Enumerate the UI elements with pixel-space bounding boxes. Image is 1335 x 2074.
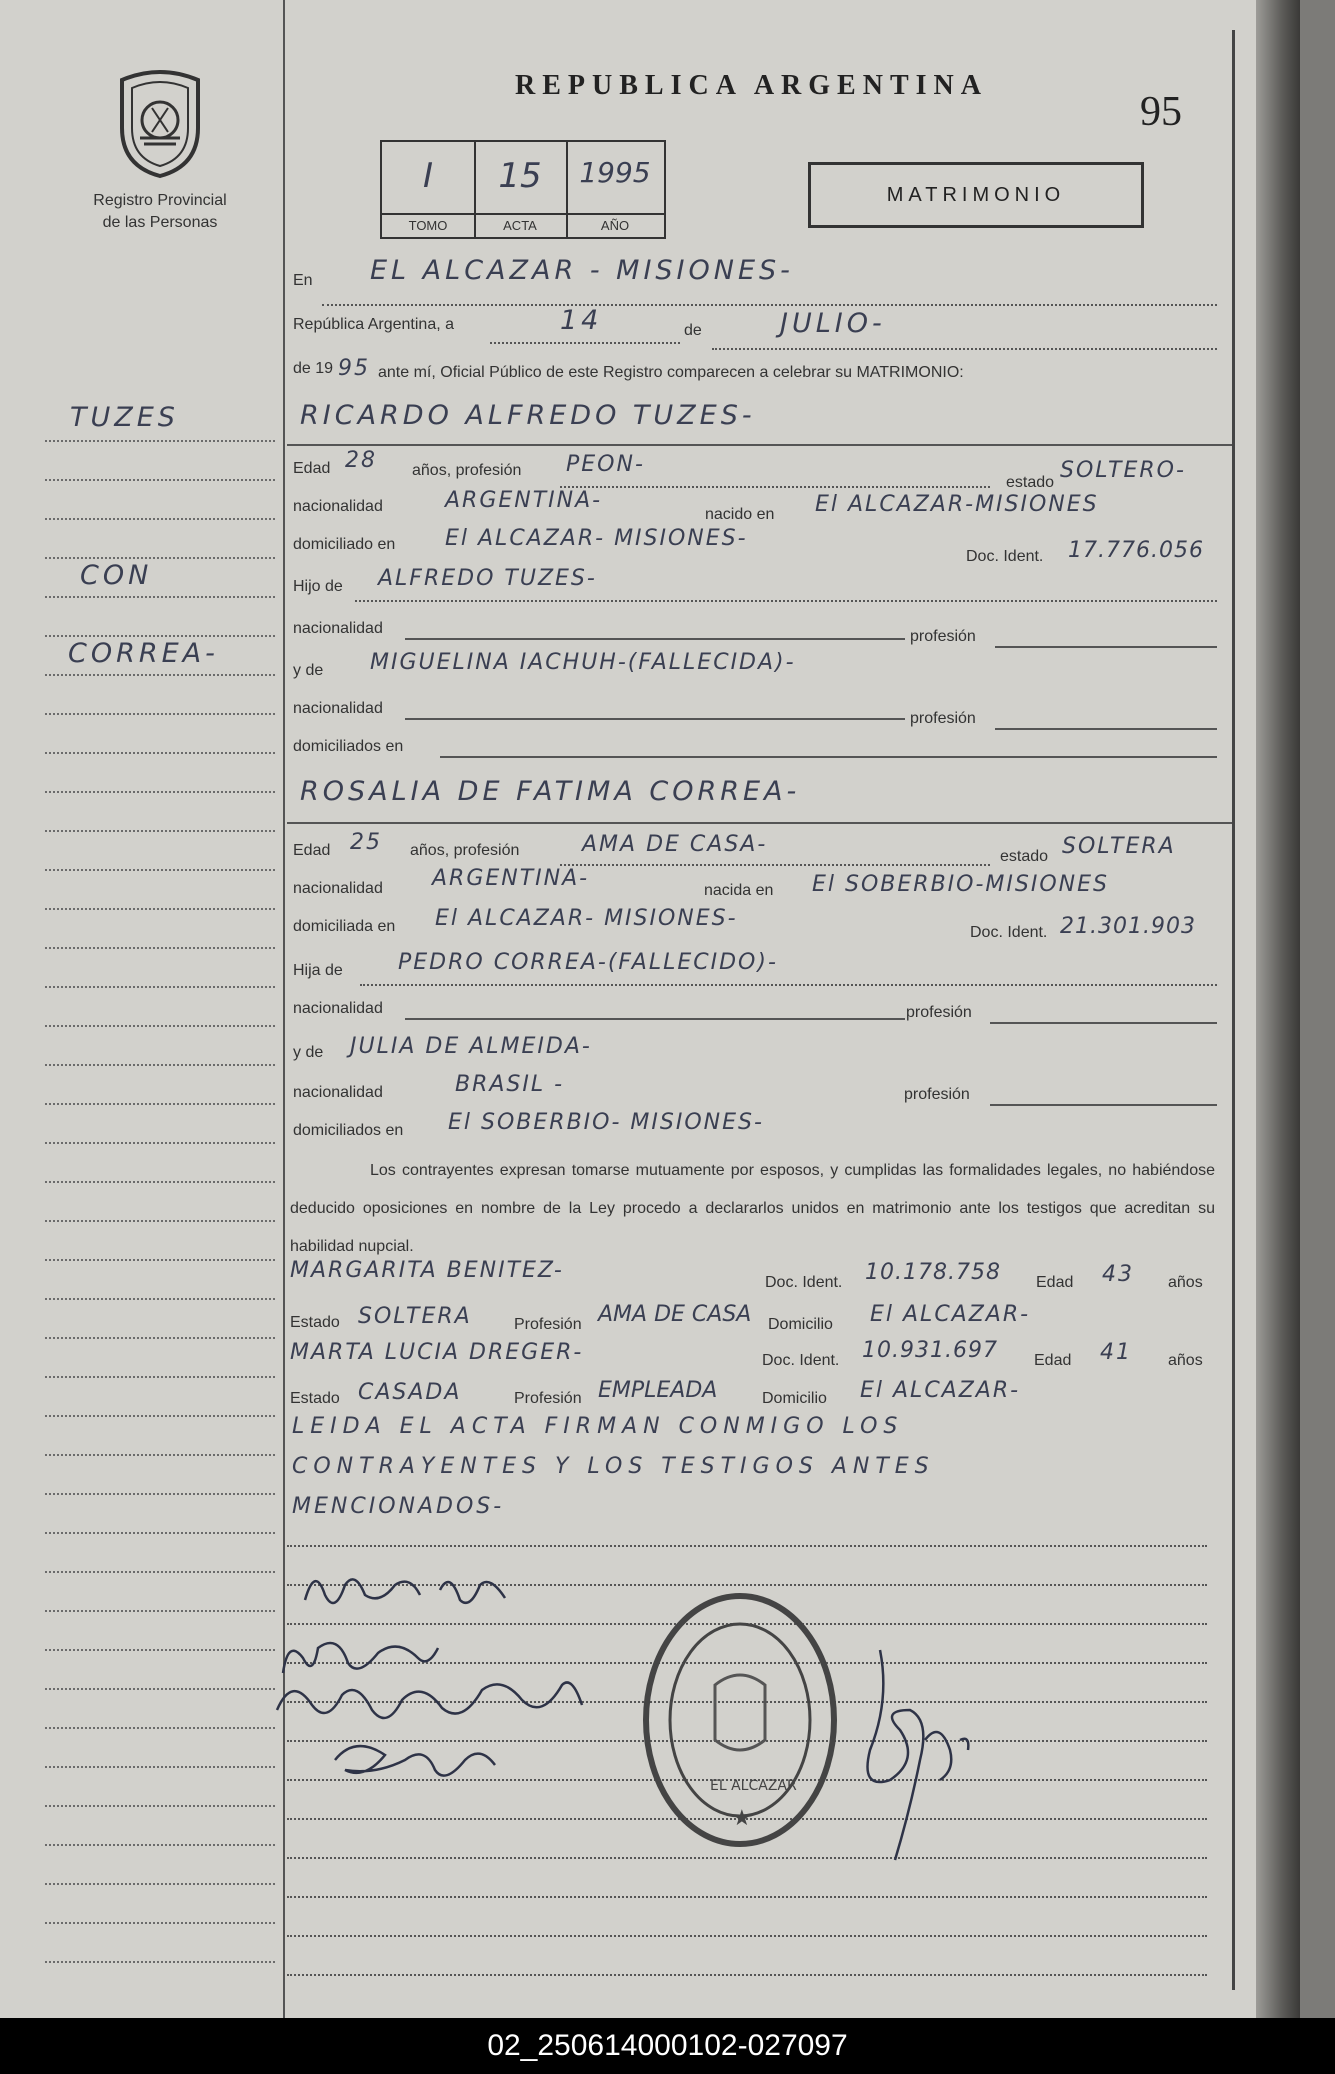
witness2-name: MARTA LUCIA DREGER- (290, 1340, 584, 1365)
groom-nationality: ARGENTINA- (445, 488, 603, 513)
groom-section-rule (287, 444, 1232, 446)
bride-civil-status: SOLTERA (1062, 834, 1176, 859)
groom-prof-line (560, 486, 990, 488)
anio-value: 1995 (579, 156, 651, 189)
margin-rule-line (45, 1532, 275, 1534)
bride-birthplace: El SOBERBIO-MISIONES (812, 872, 1109, 897)
witness2-civil-status: CASADA (358, 1380, 462, 1405)
day-line (490, 342, 680, 344)
body-rule-line (287, 1857, 1207, 1859)
groom-civil-status: SOLTERO- (1060, 458, 1186, 483)
groom-pdom-label: domiciliados en (293, 738, 404, 755)
groom-name: RICARDO ALFREDO TUZES- (300, 400, 756, 431)
place-value: EL ALCAZAR - MISIONES- (370, 255, 794, 286)
margin-rule-line (45, 1727, 275, 1729)
bride-fnat-line (405, 1018, 905, 1020)
witness1-edad-label: Edad (1036, 1274, 1074, 1291)
body-rule-line (287, 1545, 1207, 1547)
bride-mother-nationality: BRASIL - (455, 1072, 565, 1097)
margin-rule-line (45, 1298, 275, 1300)
body-rule-line (287, 1896, 1207, 1898)
year-prefix: de 19 (293, 360, 334, 377)
witness1-domicile: El ALCAZAR- (870, 1302, 1031, 1327)
witness1-name: MARGARITA BENITEZ- (290, 1258, 564, 1283)
margin-rule-line (45, 596, 275, 598)
margin-rule-line (45, 1610, 275, 1612)
margin-rule-line (45, 1337, 275, 1339)
margin-rule-line (45, 830, 275, 832)
margin-rule-line (45, 1376, 275, 1378)
groom-fprof-line (995, 646, 1217, 648)
republica-label: República Argentina, a (293, 316, 454, 333)
margin-rule-line (45, 1181, 275, 1183)
margin-rule-line (45, 908, 275, 910)
bride-father-line (360, 984, 1217, 986)
bride-nacida-label: nacida en (704, 882, 774, 899)
margin-rule-line (45, 1649, 275, 1651)
groom-mprof-label: profesión (910, 710, 976, 727)
witness1-signature (272, 1660, 592, 1740)
bride-nat-label: nacionalidad (293, 880, 383, 897)
acta-label: ACTA (474, 213, 566, 233)
margin-rule-line (45, 986, 275, 988)
margin-rule-line (45, 1103, 275, 1105)
record-type-box: MATRIMONIO (808, 162, 1144, 228)
closing-line-1: LEIDA EL ACTA FIRMAN CONMIGO LOS (292, 1414, 904, 1439)
margin-rule-line (45, 518, 275, 520)
margin-rule-line (45, 1922, 275, 1924)
margin-rule-line (45, 1883, 275, 1885)
groom-nat-label: nacionalidad (293, 498, 383, 515)
groom-dom-label: domiciliado en (293, 536, 396, 553)
groom-fprof-label: profesión (910, 628, 976, 645)
day-value: 14 (560, 305, 603, 336)
groom-fnat-line (405, 638, 905, 640)
month-value: JULIO- (780, 308, 886, 339)
year-suffix: 95 (338, 356, 370, 381)
bride-domicile: El ALCAZAR- MISIONES- (435, 906, 738, 931)
margin-rule-line (45, 869, 275, 871)
tomo-label: TOMO (382, 213, 474, 233)
bride-edad-label: Edad (293, 842, 331, 859)
bride-father: PEDRO CORREA-(FALLECIDO)- (398, 950, 778, 975)
bride-mother: JULIA DE ALMEIDA- (350, 1034, 592, 1059)
witness1-prof-label: Profesión (514, 1316, 582, 1333)
margin-rule-line (45, 440, 275, 442)
groom-doc: 17.776.056 (1068, 538, 1204, 563)
witness2-edad-label: Edad (1034, 1352, 1072, 1369)
groom-fnat-label: nacionalidad (293, 620, 383, 637)
en-label: En (293, 272, 313, 289)
margin-rule-line (45, 1571, 275, 1573)
groom-age: 28 (345, 448, 377, 473)
bride-estado-label: estado (1000, 848, 1049, 865)
groom-profession: PEON- (566, 452, 645, 477)
margin-rule-line (45, 1142, 275, 1144)
margin-rule-line (45, 791, 275, 793)
witness2-signature (325, 1730, 505, 1790)
witness1-estado-label: Estado (290, 1314, 340, 1331)
margin-rule-line (45, 1064, 275, 1066)
bride-mprof-line (990, 1104, 1217, 1106)
margin-rule-line (45, 1688, 275, 1690)
scan-id: 02_250614000102-027097 (0, 2018, 1335, 2074)
anio-label: AÑO (566, 213, 664, 233)
bride-name: ROSALIA DE FATIMA CORREA- (300, 776, 801, 807)
registry-line-2: de las Personas (102, 214, 218, 231)
margin-rule-line (45, 947, 275, 949)
declaration-text (290, 1152, 1215, 1266)
bride-age: 25 (350, 830, 382, 855)
bride-fprof-line (990, 1022, 1217, 1024)
margin-rule-line (45, 713, 275, 715)
bride-doc-label: Doc. Ident. (970, 924, 1048, 941)
declaration-body: Los contrayentes expresan tomarse mutuamente por esposos, y cumplidas las formalidades legales, no habiéndose deducido oposiciones en nombre de la Ley procedo a declararlos unidos en matrimonio ante los testigos que acreditan su habilidad nupcial. (290, 1162, 1215, 1255)
witness2-anios-label: años (1168, 1352, 1203, 1369)
page-number: 95 (1140, 89, 1182, 135)
margin-note-3: CORREA- (68, 638, 219, 669)
witness2-prof-label: Profesión (514, 1390, 582, 1407)
groom-nacido-label: nacido en (705, 506, 775, 523)
groom-mother-label: y de (293, 662, 324, 679)
groom-prof-label: años, profesión (412, 462, 522, 479)
provincial-emblem (112, 68, 208, 180)
bride-nationality: ARGENTINA- (432, 866, 590, 891)
closing-line-3: MENCIONADOS- (292, 1494, 505, 1519)
svg-text:★: ★ (732, 1806, 752, 1831)
groom-mnat-line (405, 718, 905, 720)
margin-rule-line (45, 1493, 275, 1495)
bride-dom-label: domiciliada en (293, 918, 396, 935)
acta-value: 15 (498, 156, 542, 196)
witness1-civil-status: SOLTERA (358, 1304, 472, 1329)
bride-prof-line (560, 864, 990, 866)
margin-note-1: TUZES (70, 402, 179, 433)
registry-name (60, 190, 260, 234)
groom-father-label: Hijo de (293, 578, 343, 595)
witness2-domicile: El ALCAZAR- (860, 1378, 1021, 1403)
place-line (322, 304, 1217, 306)
witness1-anios-label: años (1168, 1274, 1203, 1291)
groom-estado-label: estado (1006, 474, 1055, 491)
bride-parents-domicile: El SOBERBIO- MISIONES- (448, 1110, 764, 1135)
witness2-doc-label: Doc. Ident. (762, 1352, 840, 1369)
right-rule (1232, 30, 1235, 1990)
margin-rule-line (45, 557, 275, 559)
groom-birthplace: El ALCAZAR-MISIONES (815, 492, 1099, 517)
groom-pdom-line (440, 756, 1217, 758)
groom-father-line (355, 600, 1217, 602)
groom-signature (300, 1560, 550, 1620)
witness2-profession: EMPLEADA (598, 1378, 718, 1403)
bride-fnat-label: nacionalidad (293, 1000, 383, 1017)
stamp-text: EL ALCAZAR (710, 1778, 797, 1794)
witness1-dom-label: Domicilio (768, 1316, 833, 1333)
official-stamp (640, 1590, 840, 1850)
intro-text: ante mí, Oficial Público de este Registro comparecen a celebrar su MATRIMONIO: (378, 364, 964, 381)
groom-mother: MIGUELINA IACHUH-(FALLECIDA)- (370, 650, 796, 675)
margin-rule-line (45, 1844, 275, 1846)
bride-mother-label: y de (293, 1044, 324, 1061)
bride-father-label: Hija de (293, 962, 343, 979)
margin-rule-line (45, 479, 275, 481)
tomo-cell (382, 142, 476, 237)
document-title: REPUBLICA ARGENTINA (515, 70, 988, 101)
ledger-box (380, 140, 666, 239)
bride-doc: 21.301.903 (1060, 914, 1196, 939)
witness2-age: 41 (1100, 1340, 1132, 1365)
bride-mprof-label: profesión (904, 1086, 970, 1103)
bride-profession: AMA DE CASA- (582, 832, 768, 857)
groom-edad-label: Edad (293, 460, 331, 477)
margin-rule-line (45, 1259, 275, 1261)
margin-rule-line (45, 1961, 275, 1963)
margin-rule-line (45, 1025, 275, 1027)
margin-rule-line (45, 674, 275, 676)
margin-rule-line (45, 635, 275, 637)
witness2-estado-label: Estado (290, 1390, 340, 1407)
bride-section-rule (287, 822, 1232, 824)
witness1-doc-label: Doc. Ident. (765, 1274, 843, 1291)
bride-fprof-label: profesión (906, 1004, 972, 1021)
margin-note-2: CON (80, 560, 153, 591)
body-rule-line (287, 1935, 1207, 1937)
body-rule-line (287, 1974, 1207, 1976)
groom-doc-label: Doc. Ident. (966, 548, 1044, 565)
acta-cell (474, 142, 568, 237)
margin-rule-line (45, 1220, 275, 1222)
tomo-value: I (422, 156, 434, 196)
de-label: de (684, 322, 702, 339)
groom-father: ALFREDO TUZES- (378, 566, 597, 591)
margin-rule-line (45, 1805, 275, 1807)
witness1-doc: 10.178.758 (865, 1260, 1001, 1285)
witness1-profession: AMA DE CASA (598, 1302, 752, 1327)
month-line (712, 348, 1217, 350)
witness1-age: 43 (1102, 1262, 1134, 1287)
margin-rule-line (45, 752, 275, 754)
registry-line-1: Registro Provincial (93, 192, 227, 209)
officer-signature (840, 1640, 1000, 1870)
bride-pdom-label: domiciliados en (293, 1122, 404, 1139)
bride-mnat-label: nacionalidad (293, 1084, 383, 1101)
margin-rule-line (45, 1454, 275, 1456)
witness2-doc: 10.931.697 (862, 1338, 998, 1363)
closing-line-2: CONTRAYENTES Y LOS TESTIGOS ANTES (292, 1454, 935, 1479)
margin-rule-line (45, 1766, 275, 1768)
groom-mnat-label: nacionalidad (293, 700, 383, 717)
witness2-dom-label: Domicilio (762, 1390, 827, 1407)
margin-rule-line (45, 1415, 275, 1417)
anio-cell (566, 142, 664, 237)
groom-mprof-line (995, 728, 1217, 730)
groom-domicile: El ALCAZAR- MISIONES- (445, 526, 748, 551)
book-binding (1256, 0, 1300, 2018)
bride-prof-label: años, profesión (410, 842, 520, 859)
